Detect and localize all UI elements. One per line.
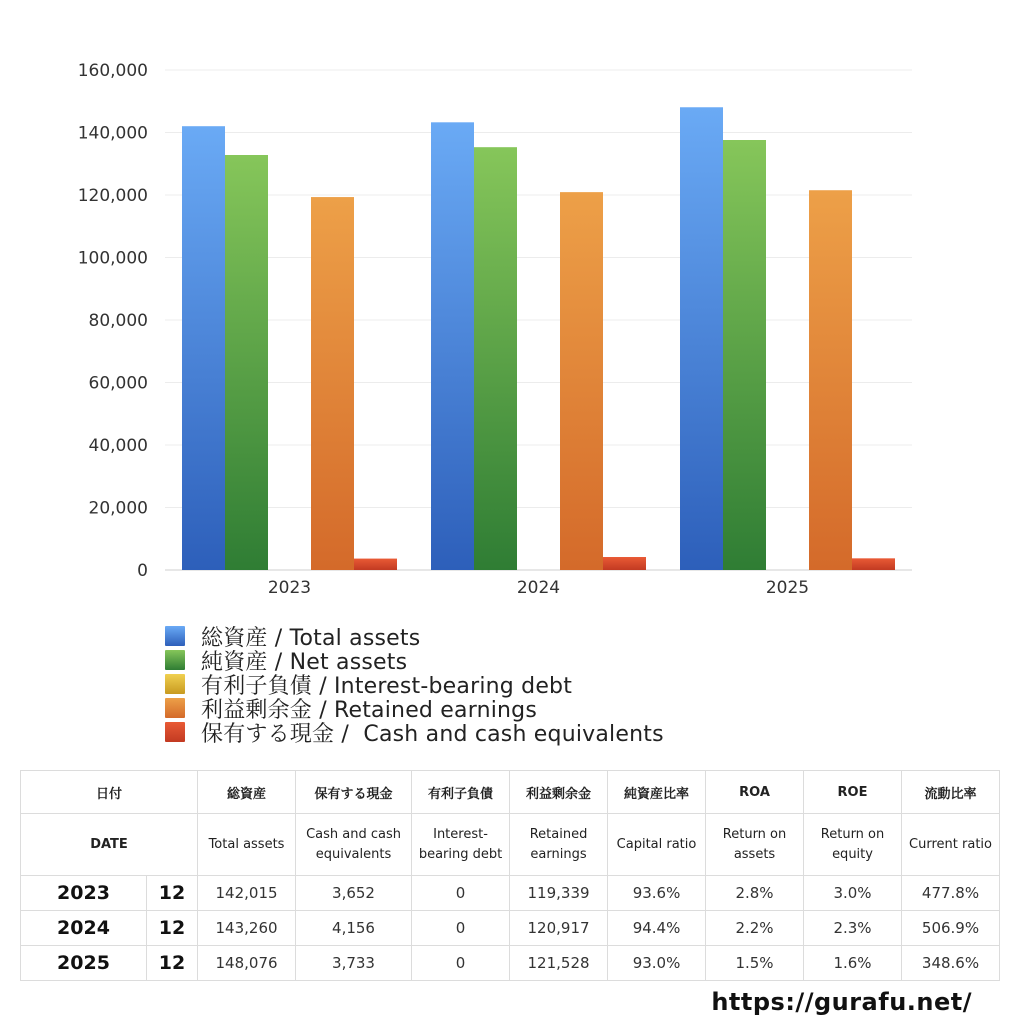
cell-cash: 3,733 [296,946,412,981]
grid-lines [165,70,912,570]
bar-2023-series-4 [354,559,397,570]
legend-swatch [165,674,185,694]
year-cell: 2024 [21,911,147,946]
legend-label: 保有する現金 / Cash and cash equivalents [201,721,664,747]
legend-swatch [165,698,185,718]
y-tick-label: 140,000 [77,123,148,144]
cell-current-ratio: 477.8% [902,876,1000,911]
y-tick-label: 100,000 [77,248,148,269]
cell-roa: 2.2% [706,911,804,946]
cell-capital-ratio: 93.0% [608,946,706,981]
header-roa-jp: ROA [706,771,804,814]
bar-2023-series-1 [225,155,268,570]
cell-roe: 2.3% [804,911,902,946]
year-cell: 2023 [21,876,147,911]
cell-total-assets: 143,260 [198,911,296,946]
bar-2024-series-4 [603,557,646,570]
financial-table [20,770,1000,981]
cell-retained: 121,528 [510,946,608,981]
cell-roa: 2.8% [706,876,804,911]
bar-2023-series-3 [311,197,354,570]
cell-total-assets: 142,015 [198,876,296,911]
header-roa-en: Return on assets [706,814,804,876]
table-row [21,911,1000,946]
y-tick-label: 20,000 [88,498,148,519]
bar-2025-series-3 [809,190,852,570]
legend-swatch [165,650,185,670]
header-current-ratio-jp: 流動比率 [902,771,1000,814]
bar-2025-series-1 [723,140,766,570]
header-roe-jp: ROE [804,771,902,814]
bars [182,107,895,570]
cell-roa: 1.5% [706,946,804,981]
bar-2024-series-0 [431,122,474,570]
table-header-jp [21,771,1000,814]
cell-roe: 3.0% [804,876,902,911]
y-tick-label: 160,000 [77,61,148,81]
header-total-assets-en: Total assets [198,814,296,876]
legend-label: 利益剰余金 / Retained earnings [201,697,537,723]
header-debt-jp: 有利子負債 [412,771,510,814]
header-cash-jp: 保有する現金 [296,771,412,814]
header-date-jp: 日付 [21,771,198,814]
header-total-assets-jp: 総資産 [198,771,296,814]
header-current-ratio-en: Current ratio [902,814,1000,876]
x-tick-label: 2023 [267,578,312,598]
x-tick-label: 2025 [765,578,810,598]
header-roe-en: Return on equity [804,814,902,876]
cell-total-assets: 148,076 [198,946,296,981]
y-axis-ticks [78,61,148,581]
x-tick-label: 2024 [516,578,561,598]
header-debt-en: Interest-bearing debt [412,814,510,876]
y-tick-label: 40,000 [88,436,148,456]
month-cell: 12 [147,911,198,946]
cell-roe: 1.6% [804,946,902,981]
cell-debt: 0 [412,911,510,946]
legend-label: 有利子負債 / Interest-bearing debt [201,673,573,699]
bar-2025-series-0 [680,107,723,570]
cell-cash: 3,652 [296,876,412,911]
header-cash-en: Cash and cash equivalents [296,814,412,876]
month-cell: 12 [147,876,198,911]
legend-label: 総資産 / Total assets [201,625,421,651]
table-row [21,876,1000,911]
header-capital-ratio-en: Capital ratio [608,814,706,876]
y-tick-label: 80,000 [88,311,148,331]
cell-debt: 0 [412,876,510,911]
y-tick-label: 120,000 [77,186,148,206]
month-cell: 12 [147,946,198,981]
bar-2025-series-4 [852,558,895,570]
legend-label: 純資産 / Net assets [201,649,408,675]
cell-capital-ratio: 94.4% [608,911,706,946]
header-retained-en: Retained earnings [510,814,608,876]
legend-swatch [165,722,185,742]
table-header-en [21,814,1000,876]
x-axis-ticks [268,578,809,598]
cell-retained: 120,917 [510,911,608,946]
header-capital-ratio-jp: 純資産比率 [608,771,706,814]
site-url[interactable]: https://gurafu.net/ [711,988,972,1016]
legend-swatch [165,626,185,646]
bar-2023-series-0 [182,126,225,570]
header-date-en: DATE [21,814,198,876]
cell-debt: 0 [412,946,510,981]
cell-capital-ratio: 93.6% [608,876,706,911]
y-tick-label: 0 [137,561,148,581]
legend [165,624,664,747]
table-row [21,946,1000,981]
cell-current-ratio: 348.6% [902,946,1000,981]
bar-2024-series-1 [474,147,517,570]
legend-item [165,720,664,747]
cell-retained: 119,339 [510,876,608,911]
header-retained-jp: 利益剰余金 [510,771,608,814]
year-cell: 2025 [21,946,147,981]
y-tick-label: 60,000 [88,373,148,394]
bar-2024-series-3 [560,192,603,570]
cell-cash: 4,156 [296,911,412,946]
cell-current-ratio: 506.9% [902,911,1000,946]
